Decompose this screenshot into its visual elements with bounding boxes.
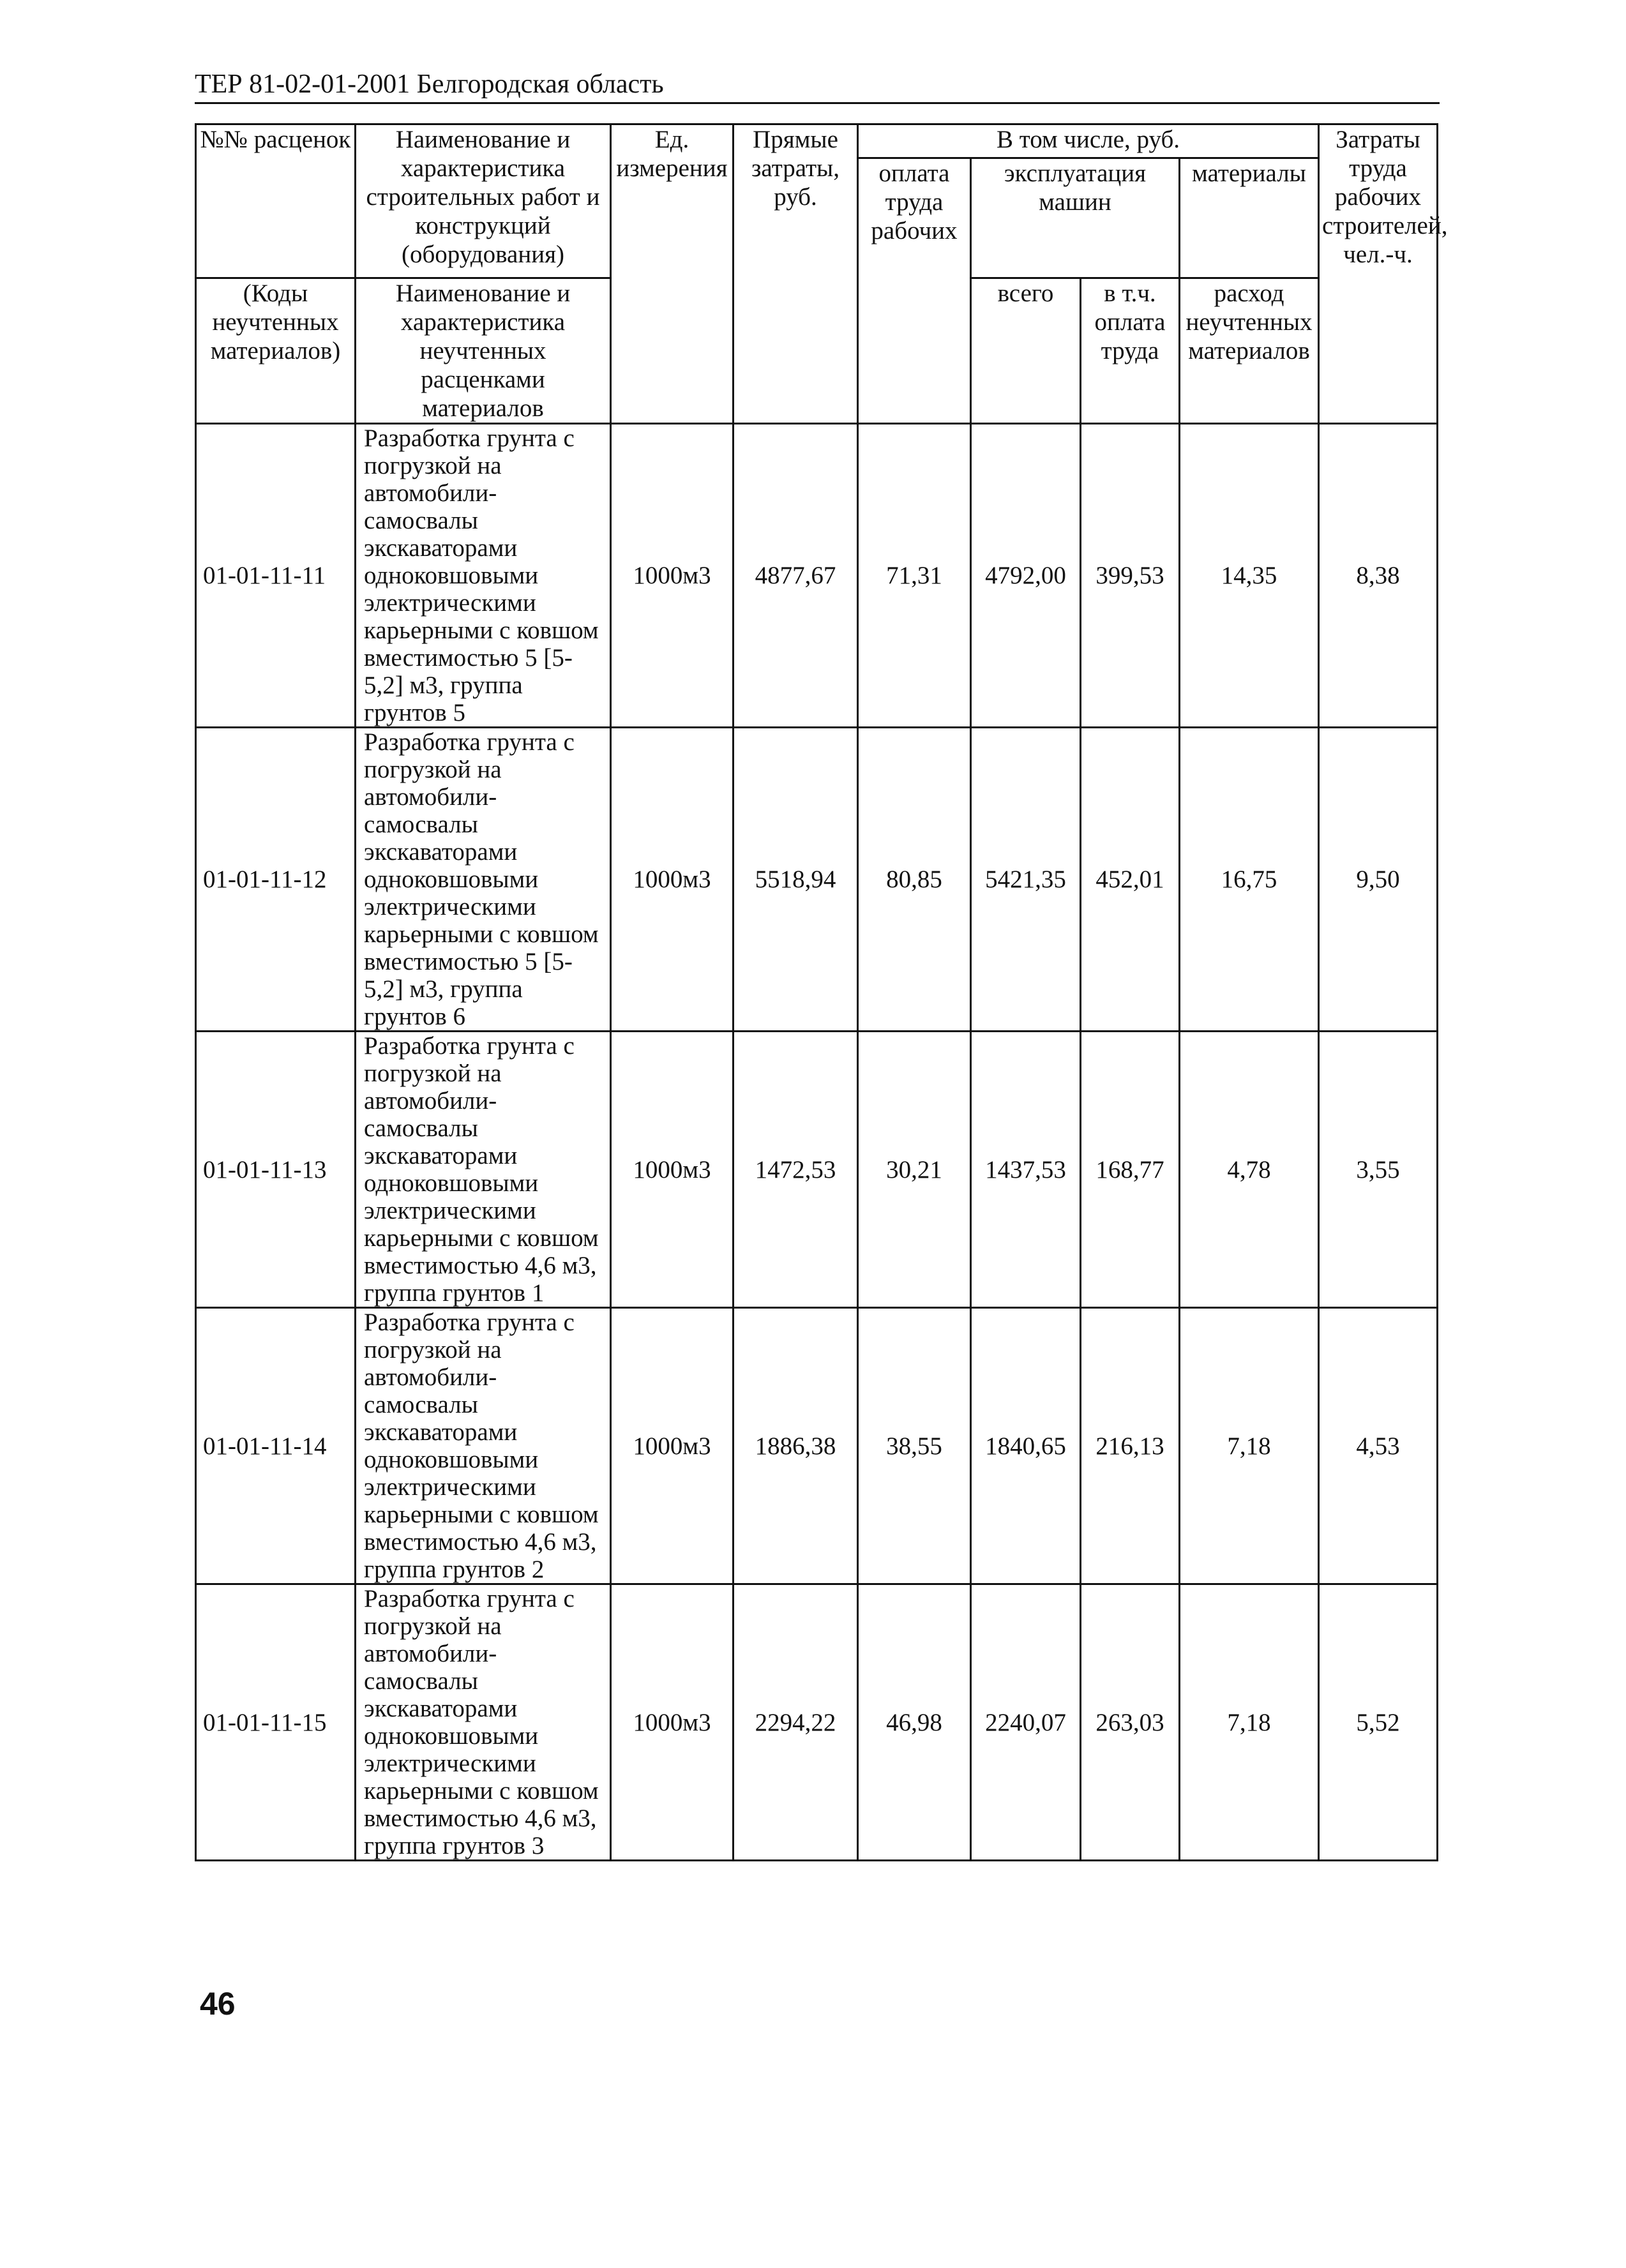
row-materials: 7,18 xyxy=(1180,1584,1319,1861)
row-direct: 5518,94 xyxy=(734,728,858,1032)
row-code: 01-01-11-14 xyxy=(196,1308,356,1584)
row-unit: 1000м3 xyxy=(611,1308,734,1584)
row-name: Разработка грунта с погрузкой на автомобили-самосвалы экскаваторами одноковшовыми электрическими карьерными с ковшом вместимостью 5 [5-5,2] м3, группа грунтов 5 xyxy=(356,424,611,728)
row-labor-hours: 4,53 xyxy=(1319,1308,1438,1584)
col-header-code-top: №№ расценок xyxy=(196,124,356,278)
row-code: 01-01-11-13 xyxy=(196,1032,356,1308)
row-machines-labor: 168,77 xyxy=(1081,1032,1180,1308)
table-row xyxy=(196,728,1438,1032)
row-name: Разработка грунта с погрузкой на автомобили-самосвалы экскаваторами одноковшовыми электрическими карьерными с ковшом вместимостью 4,6 м3, группа грунтов 1 xyxy=(356,1032,611,1308)
col-header-materials-bottom: расход неучтенных материалов xyxy=(1180,278,1319,424)
row-name: Разработка грунта с погрузкой на автомобили-самосвалы экскаваторами одноковшовыми электрическими карьерными с ковшом вместимостью 5 [5-5,2] м3, группа грунтов 6 xyxy=(356,728,611,1032)
row-unit: 1000м3 xyxy=(611,1584,734,1861)
row-materials: 16,75 xyxy=(1180,728,1319,1032)
col-header-incl: В том числе, руб. xyxy=(858,124,1319,158)
table-row xyxy=(196,1032,1438,1308)
row-code: 01-01-11-11 xyxy=(196,424,356,728)
row-machines-total: 5421,35 xyxy=(971,728,1081,1032)
row-direct: 4877,67 xyxy=(734,424,858,728)
row-machines-labor: 216,13 xyxy=(1081,1308,1180,1584)
row-labor-pay: 46,98 xyxy=(858,1584,971,1861)
row-unit: 1000м3 xyxy=(611,424,734,728)
col-header-machines-total: всего xyxy=(971,278,1081,424)
col-header-name-top: Наименование и характеристика строительных работ и конструкций (оборудования) xyxy=(356,124,611,278)
header-rule xyxy=(195,102,1440,104)
col-header-labor-pay: оплата труда рабочих xyxy=(858,158,971,424)
col-header-materials: материалы xyxy=(1180,158,1319,278)
row-unit: 1000м3 xyxy=(611,728,734,1032)
row-direct: 1886,38 xyxy=(734,1308,858,1584)
col-header-name-bottom: Наименование и характеристика неучтенных расценками материалов xyxy=(356,278,611,424)
row-direct: 2294,22 xyxy=(734,1584,858,1861)
col-header-code-bottom: (Коды неучтенных материалов) xyxy=(196,278,356,424)
row-labor-pay: 71,31 xyxy=(858,424,971,728)
col-header-direct: Прямые затраты, руб. xyxy=(734,124,858,424)
page-header-title: ТЕР 81-02-01-2001 Белгородская область xyxy=(195,70,664,99)
row-machines-total: 1840,65 xyxy=(971,1308,1081,1584)
row-labor-pay: 80,85 xyxy=(858,728,971,1032)
row-labor-hours: 8,38 xyxy=(1319,424,1438,728)
row-code: 01-01-11-15 xyxy=(196,1584,356,1861)
row-materials: 14,35 xyxy=(1180,424,1319,728)
row-unit: 1000м3 xyxy=(611,1032,734,1308)
row-materials: 4,78 xyxy=(1180,1032,1319,1308)
rates-table xyxy=(195,123,1448,1861)
table-row xyxy=(196,1584,1438,1861)
row-direct: 1472,53 xyxy=(734,1032,858,1308)
row-machines-labor: 399,53 xyxy=(1081,424,1180,728)
page-number: 46 xyxy=(200,1986,236,2022)
table-row xyxy=(196,1308,1438,1584)
table-row xyxy=(196,424,1438,728)
col-header-machines: эксплуатация машин xyxy=(971,158,1180,278)
row-labor-pay: 38,55 xyxy=(858,1308,971,1584)
row-name: Разработка грунта с погрузкой на автомобили-самосвалы экскаваторами одноковшовыми электрическими карьерными с ковшом вместимостью 4,6 м3, группа грунтов 2 xyxy=(356,1308,611,1584)
row-labor-hours: 5,52 xyxy=(1319,1584,1438,1861)
header-row-1 xyxy=(196,124,1438,158)
col-header-machines-labor: в т.ч. оплата труда xyxy=(1081,278,1180,424)
row-machines-labor: 263,03 xyxy=(1081,1584,1180,1861)
col-header-labor-cost: Затраты труда рабочих строителей, чел.-ч. xyxy=(1319,124,1438,424)
row-labor-hours: 9,50 xyxy=(1319,728,1438,1032)
row-machines-total: 2240,07 xyxy=(971,1584,1081,1861)
row-code: 01-01-11-12 xyxy=(196,728,356,1032)
col-header-unit: Ед. измерения xyxy=(611,124,734,424)
row-labor-pay: 30,21 xyxy=(858,1032,971,1308)
row-machines-labor: 452,01 xyxy=(1081,728,1180,1032)
row-machines-total: 1437,53 xyxy=(971,1032,1081,1308)
row-labor-hours: 3,55 xyxy=(1319,1032,1438,1308)
row-materials: 7,18 xyxy=(1180,1308,1319,1584)
row-name: Разработка грунта с погрузкой на автомобили-самосвалы экскаваторами одноковшовыми электрическими карьерными с ковшом вместимостью 4,6 м3, группа грунтов 3 xyxy=(356,1584,611,1861)
row-machines-total: 4792,00 xyxy=(971,424,1081,728)
